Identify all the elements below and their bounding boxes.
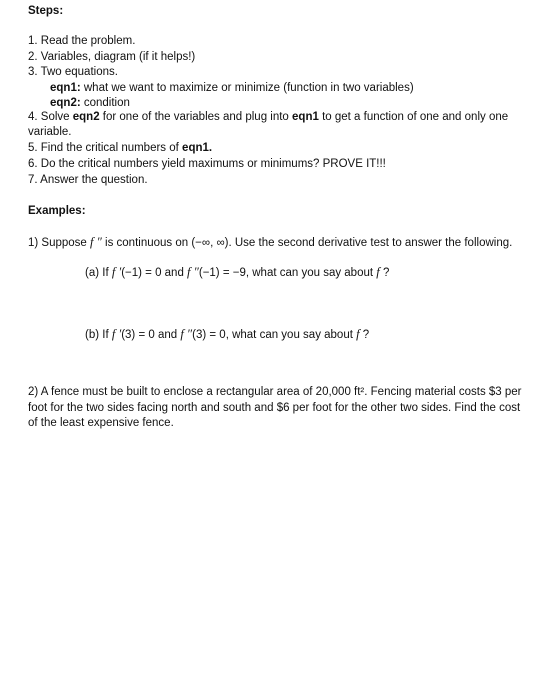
ex1b-text-d: ?	[359, 329, 370, 341]
ex1-text-a: 1) Suppose	[28, 237, 91, 249]
ex1-text-b: is continuous on (−∞, ∞). Use the second derivative test to answer the following.	[101, 237, 513, 249]
step5-eqn1: eqn1.	[182, 142, 213, 154]
ex1b-text-c: (3) = 0, what can you say about	[192, 329, 357, 341]
ex1b-f-prime: f ′	[111, 327, 122, 341]
example-1	[28, 235, 512, 251]
ex1a-text-b: (−1) = 0 and	[121, 267, 188, 279]
eqn1-text: what we want to maximize or minimize (function in two variables)	[80, 82, 414, 94]
step-1: 1. Read the problem.	[28, 35, 136, 47]
step4-text-a: 4. Solve	[28, 111, 73, 123]
eqn1-line	[50, 81, 414, 96]
step4-text-e: to get a function of one and only one variable.	[28, 111, 509, 138]
step-6: 6. Do the critical numbers yield maximums or minimums? PROVE IT!!!	[28, 158, 386, 170]
steps-heading: Steps:	[28, 5, 64, 17]
eqn2-label: eqn2:	[50, 97, 81, 109]
ex1a-f-double-prime: f ″	[187, 265, 199, 279]
ex1a-text-d: ?	[379, 267, 390, 279]
eqn1-label: eqn1:	[50, 82, 81, 94]
ex1b-f: f	[356, 327, 360, 341]
example-1a	[85, 265, 389, 281]
ex1a-text-c: (−1) = −9, what can you say about	[198, 267, 377, 279]
ex1a-f-prime: f ′	[111, 265, 122, 279]
step4-text-c: for one of the variables and plug into	[99, 111, 293, 123]
step5-text: 5. Find the critical numbers of	[28, 142, 183, 154]
step-3: 3. Two equations.	[28, 66, 118, 78]
ex1a-f: f	[376, 265, 380, 279]
step-2: 2. Variables, diagram (if it helps!)	[28, 51, 196, 63]
examples-heading: Examples:	[28, 205, 86, 217]
eqn2-text: condition	[80, 97, 130, 109]
ex1b-text-a: (b) If	[85, 329, 112, 341]
step4-eqn2: eqn2	[72, 111, 100, 123]
step-7: 7. Answer the question.	[28, 174, 148, 186]
ex1-f-double-prime: f ″	[90, 235, 102, 249]
ex1b-text-b: (3) = 0 and	[121, 329, 181, 341]
step-4	[28, 110, 533, 140]
example-2: 2) A fence must be built to enclose a rectangular area of 20,000 ft². Fencing material costs $3 per foot for the two sides facing north and south and $6 per foot for the other two sides. Find the cost of the least expensive fence.	[28, 386, 522, 429]
step-5	[28, 141, 212, 156]
ex1b-f-double-prime: f ″	[180, 327, 193, 341]
example-1b	[85, 327, 369, 343]
step4-eqn1: eqn1	[292, 111, 319, 123]
eqn2-line	[50, 96, 130, 111]
ex1a-text-a: (a) If	[85, 267, 112, 279]
